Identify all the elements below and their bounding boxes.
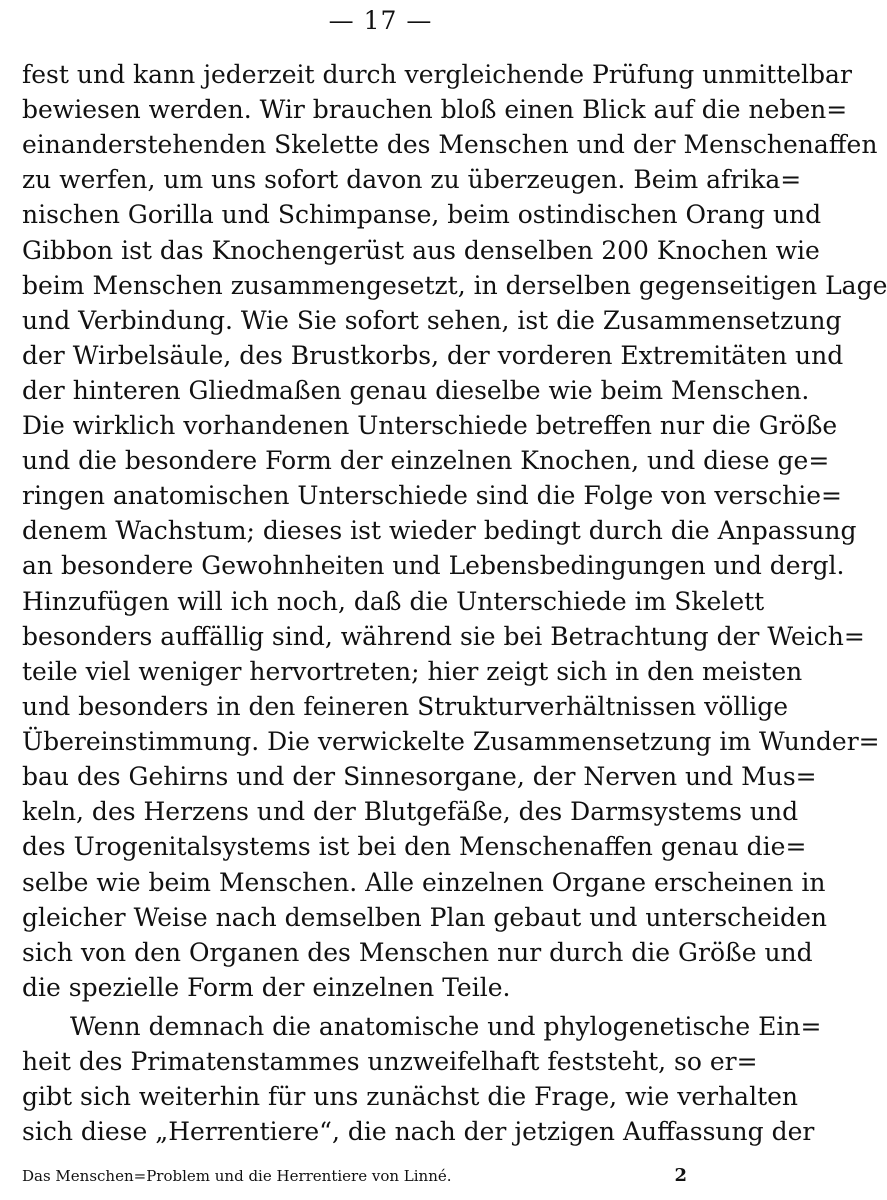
text-line: gibt sich weiterhin für uns zunächst die Frage, wie verhalten bbox=[22, 1082, 799, 1111]
text-line: und Verbindung. Wie Sie sofort sehen, ist die Zusammensetzung bbox=[22, 306, 842, 335]
text-line: sich von den Organen des Menschen nur durch die Größe und bbox=[22, 938, 813, 967]
page-footer bbox=[22, 1162, 741, 1190]
text-line: fest und kann jederzeit durch vergleichende Prüfung unmittelbar bbox=[22, 60, 852, 89]
text-line: selbe wie beim Menschen. Alle einzelnen Organe erscheinen in bbox=[22, 868, 826, 897]
text-line: Hinzufügen will ich noch, daß die Unterschiede im Skelett bbox=[22, 587, 765, 616]
text-line: teile viel weniger hervortreten; hier zeigt sich in den meisten bbox=[22, 657, 803, 686]
text-line: an besondere Gewohnheiten und Lebensbedingungen und dergl. bbox=[22, 551, 845, 580]
text-line: besonders auffällig sind, während sie bei Betrachtung der Weich= bbox=[22, 622, 865, 651]
text-line: nischen Gorilla und Schimpanse, beim ostindischen Orang und bbox=[22, 200, 822, 229]
page-number: — 17 — bbox=[328, 6, 433, 35]
running-title: Das Menschen=Problem und die Herrentiere von Linné. bbox=[22, 1167, 452, 1185]
text-line: zu werfen, um uns sofort davon zu überzeugen. Beim afrika= bbox=[22, 165, 802, 194]
text-line: gleicher Weise nach demselben Plan gebaut und unterscheiden bbox=[22, 903, 827, 932]
text-line: beim Menschen zusammengesetzt, in derselben gegenseitigen Lage bbox=[22, 271, 887, 300]
text-line: Übereinstimmung. Die verwickelte Zusammensetzung im Wunder= bbox=[22, 727, 880, 756]
text-line: keln, des Herzens und der Blutgefäße, des Darmsystems und bbox=[22, 797, 799, 826]
text-line: einanderstehenden Skelette des Menschen und der Menschenaffen bbox=[22, 130, 878, 159]
text-line: heit des Primatenstammes unzweifelhaft feststeht, so er= bbox=[22, 1047, 758, 1076]
text-line: die spezielle Form der einzelnen Teile. bbox=[22, 973, 511, 1002]
text-line: Wenn demnach die anatomische und phylogenetische Ein= bbox=[70, 1012, 822, 1041]
text-line: sich diese „Herrentiere“, die nach der jetzigen Auffassung der bbox=[22, 1117, 815, 1146]
text-line: ringen anatomischen Unterschiede sind die Folge von verschie= bbox=[22, 481, 842, 510]
text-line: Gibbon ist das Knochengerüst aus denselben 200 Knochen wie bbox=[22, 236, 820, 265]
signature-mark: 2 bbox=[674, 1165, 687, 1186]
text-line: der Wirbelsäule, des Brustkorbs, der vorderen Extremitäten und bbox=[22, 341, 844, 370]
text-line: denem Wachstum; dieses ist wieder bedingt durch die Anpassung bbox=[22, 516, 857, 545]
text-line: Die wirklich vorhandenen Unterschiede betreffen nur die Größe bbox=[22, 411, 838, 440]
text-line: bau des Gehirns und der Sinnesorgane, der Nerven und Mus= bbox=[22, 762, 817, 791]
text-line: des Urogenitalsystems ist bei den Menschenaffen genau die= bbox=[22, 832, 807, 861]
text-line: bewiesen werden. Wir brauchen bloß einen Blick auf die neben= bbox=[22, 95, 848, 124]
text-line: der hinteren Gliedmaßen genau dieselbe wie beim Menschen. bbox=[22, 376, 810, 405]
text-line: und besonders in den feineren Strukturverhältnissen völlige bbox=[22, 692, 789, 721]
text-line: und die besondere Form der einzelnen Knochen, und diese ge= bbox=[22, 446, 830, 475]
